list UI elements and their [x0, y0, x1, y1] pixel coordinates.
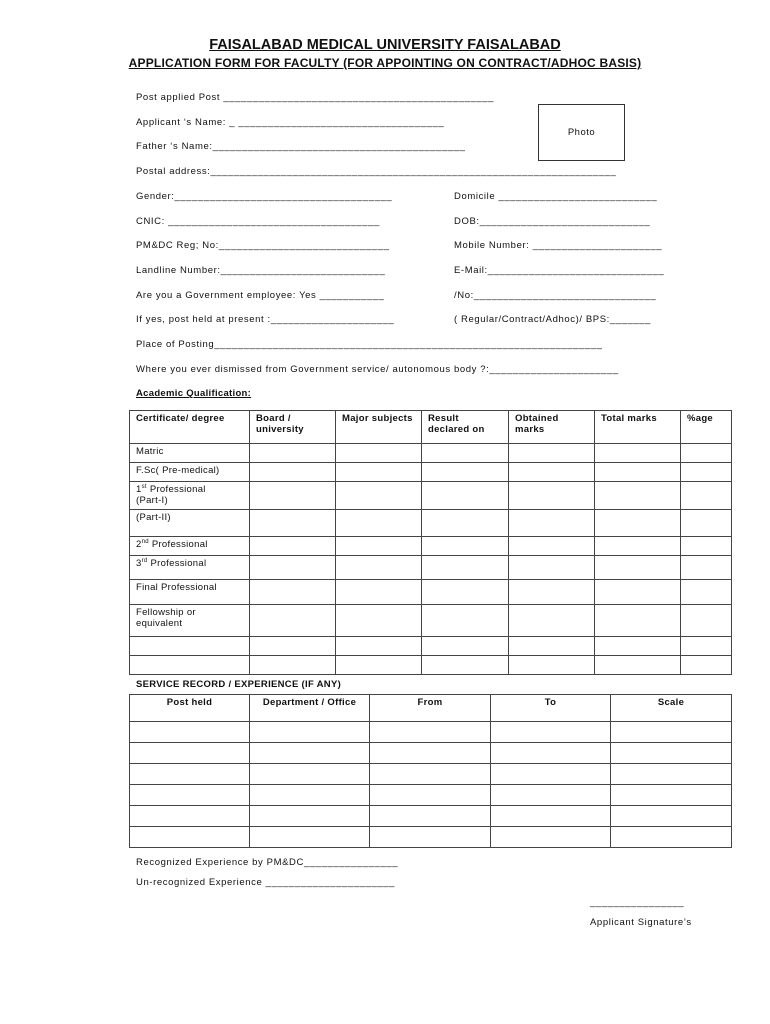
cell[interactable]: [611, 743, 732, 764]
row-label: [130, 482, 250, 510]
academic-table: [129, 410, 732, 675]
post-applied-field[interactable]: Post applied Post ______________________________________________: [136, 92, 495, 103]
cell[interactable]: [491, 743, 611, 764]
col-from: From: [370, 695, 491, 722]
signature-label: Applicant Signature’s: [590, 917, 692, 928]
service-heading: SERVICE RECORD / EXPERIENCE (IF ANY): [136, 679, 342, 690]
cell[interactable]: [595, 556, 681, 580]
cell[interactable]: [422, 556, 509, 580]
cell[interactable]: [370, 764, 491, 785]
table-row: [130, 827, 732, 848]
col-board: Board / university: [250, 411, 336, 444]
table-row: [130, 580, 732, 605]
cell[interactable]: [130, 743, 250, 764]
ordinal-suffix: nd: [141, 538, 149, 545]
row-label: [130, 537, 250, 556]
cell[interactable]: [595, 510, 681, 537]
cell[interactable]: [250, 764, 370, 785]
ordinal: 2: [136, 539, 142, 550]
cell[interactable]: [611, 764, 732, 785]
cell[interactable]: [250, 722, 370, 743]
cell[interactable]: [250, 444, 336, 463]
cell[interactable]: [595, 656, 681, 675]
cnic-field[interactable]: CNIC: ____________________________________: [136, 216, 380, 227]
cell[interactable]: [509, 556, 595, 580]
dob-field[interactable]: DOB:_____________________________: [454, 216, 651, 227]
cell[interactable]: [336, 637, 422, 656]
cell[interactable]: [370, 806, 491, 827]
col-result: Result declared on: [422, 411, 509, 444]
cell[interactable]: [422, 482, 509, 510]
cell[interactable]: [509, 605, 595, 637]
cell[interactable]: [491, 764, 611, 785]
cell[interactable]: [336, 556, 422, 580]
table-row: [130, 785, 732, 806]
cell[interactable]: [336, 605, 422, 637]
table-row: [130, 605, 732, 637]
cell[interactable]: [595, 482, 681, 510]
cell[interactable]: [250, 556, 336, 580]
cell[interactable]: [370, 722, 491, 743]
row-label[interactable]: [130, 656, 250, 675]
post-held-field[interactable]: If yes, post held at present :_____________________: [136, 314, 395, 325]
col-scale: Scale: [611, 695, 732, 722]
cell[interactable]: [681, 605, 732, 637]
cell[interactable]: [681, 580, 732, 605]
photo-box[interactable]: [538, 104, 625, 161]
cell[interactable]: [681, 656, 732, 675]
table-row: [130, 637, 732, 656]
table-row: [130, 806, 732, 827]
cell[interactable]: [250, 537, 336, 556]
cell[interactable]: [611, 806, 732, 827]
table-row: [130, 463, 732, 482]
cell[interactable]: [491, 785, 611, 806]
cell[interactable]: [250, 656, 336, 675]
cell[interactable]: [250, 637, 336, 656]
row-label-part: (Part-I): [136, 495, 168, 506]
cell[interactable]: [336, 656, 422, 675]
cell[interactable]: [336, 580, 422, 605]
applicant-name-field[interactable]: Applicant ‘s Name: _ ___________________________________: [136, 117, 445, 128]
service-table: [129, 694, 732, 848]
cell[interactable]: [611, 827, 732, 848]
cell[interactable]: [130, 764, 250, 785]
form-title: APPLICATION FORM FOR FACULTY (FOR APPOINTING ON CONTRACT/ADHOC BASIS): [128, 56, 642, 70]
ordinal: 3: [136, 558, 142, 569]
academic-header-row: [130, 411, 732, 444]
cell[interactable]: [130, 806, 250, 827]
cell[interactable]: [491, 722, 611, 743]
cell[interactable]: [336, 463, 422, 482]
cell[interactable]: [370, 827, 491, 848]
govt-employee-field[interactable]: Are you a Government employee: Yes ___________: [136, 290, 385, 301]
row-label: F.Sc( Pre-medical): [130, 463, 250, 482]
ordinal-suffix: rd: [141, 557, 148, 564]
ordinal-suffix: st: [141, 483, 147, 490]
cell[interactable]: [595, 537, 681, 556]
cell[interactable]: [250, 463, 336, 482]
domicile-field[interactable]: Domicile ___________________________: [454, 191, 658, 202]
dismissed-field[interactable]: Where you ever dismissed from Government service/ autonomous body ?:______________________: [136, 364, 619, 375]
cell[interactable]: [130, 785, 250, 806]
cell[interactable]: [370, 743, 491, 764]
post-type-field[interactable]: ( Regular/Contract/Adhoc)/ BPS:_______: [454, 314, 652, 325]
cell[interactable]: [336, 537, 422, 556]
cell[interactable]: [250, 785, 370, 806]
table-row: [130, 656, 732, 675]
row-label-text: Professional: [150, 558, 207, 569]
cell[interactable]: [422, 605, 509, 637]
row-label: Fellowship or equivalent: [130, 605, 250, 637]
col-percentage: %age: [681, 411, 732, 444]
col-certificate: Certificate/ degree: [130, 411, 250, 444]
cell[interactable]: [422, 656, 509, 675]
col-major: Major subjects: [336, 411, 422, 444]
table-row: [130, 743, 732, 764]
table-row: [130, 556, 732, 580]
cell[interactable]: [595, 637, 681, 656]
row-label: (Part-II): [130, 510, 250, 537]
ordinal: 1: [136, 484, 142, 495]
table-row: [130, 444, 732, 463]
cell[interactable]: [681, 463, 732, 482]
cell[interactable]: [491, 827, 611, 848]
cell[interactable]: [370, 785, 491, 806]
cell[interactable]: [509, 482, 595, 510]
place-posting-field[interactable]: Place of Posting__________________________________________________________________: [136, 339, 603, 350]
cell[interactable]: [250, 605, 336, 637]
cell[interactable]: [509, 444, 595, 463]
row-label-text: Professional: [149, 484, 206, 495]
cell[interactable]: [422, 580, 509, 605]
cell[interactable]: [681, 482, 732, 510]
cell[interactable]: [595, 605, 681, 637]
row-label: Final Professional: [130, 580, 250, 605]
col-department: Department / Office: [250, 695, 370, 722]
table-row: [130, 482, 732, 510]
cell[interactable]: [681, 537, 732, 556]
cell[interactable]: [681, 510, 732, 537]
cell[interactable]: [595, 463, 681, 482]
cell[interactable]: [681, 637, 732, 656]
cell[interactable]: [422, 510, 509, 537]
cell[interactable]: [250, 510, 336, 537]
cell[interactable]: [422, 637, 509, 656]
pmdc-field[interactable]: PM&DC Reg; No:_____________________________: [136, 240, 390, 251]
academic-heading: Academic Qualification:: [136, 388, 252, 399]
row-label: Matric: [130, 444, 250, 463]
service-header-row: [130, 695, 732, 722]
cell[interactable]: [509, 510, 595, 537]
table-row: [130, 537, 732, 556]
recognized-experience-field[interactable]: Recognized Experience by PM&DC________________: [136, 857, 399, 868]
cell[interactable]: [509, 637, 595, 656]
signature-line[interactable]: ________________: [590, 897, 685, 908]
cell[interactable]: [422, 444, 509, 463]
col-obtained: Obtained marks: [509, 411, 595, 444]
col-total: Total marks: [595, 411, 681, 444]
cell[interactable]: [509, 537, 595, 556]
postal-address-field[interactable]: Postal address:_____________________________________________________________________: [136, 166, 617, 177]
row-label[interactable]: [130, 637, 250, 656]
cell[interactable]: [681, 556, 732, 580]
cell[interactable]: [336, 444, 422, 463]
row-label: [130, 556, 250, 580]
cell[interactable]: [681, 444, 732, 463]
cell[interactable]: [611, 722, 732, 743]
cell[interactable]: [250, 743, 370, 764]
table-row: [130, 764, 732, 785]
cell[interactable]: [250, 827, 370, 848]
cell[interactable]: [422, 463, 509, 482]
table-row: [130, 510, 732, 537]
landline-field[interactable]: Landline Number:____________________________: [136, 265, 386, 276]
cell[interactable]: [336, 482, 422, 510]
gender-field[interactable]: Gender:_____________________________________: [136, 191, 393, 202]
cell[interactable]: [422, 537, 509, 556]
university-title: FAISALABAD MEDICAL UNIVERSITY FAISALABAD: [209, 37, 561, 53]
cell[interactable]: [509, 463, 595, 482]
cell[interactable]: [130, 722, 250, 743]
cell[interactable]: [509, 580, 595, 605]
table-row: [130, 722, 732, 743]
father-name-field[interactable]: Father ‘s Name:___________________________________________: [136, 141, 466, 152]
mobile-field[interactable]: Mobile Number: ______________________: [454, 240, 663, 251]
row-label-text: Professional: [151, 539, 208, 550]
govt-no-field[interactable]: /No:_______________________________: [454, 290, 657, 301]
cell[interactable]: [611, 785, 732, 806]
cell[interactable]: [595, 580, 681, 605]
cell[interactable]: [250, 482, 336, 510]
col-post-held: Post held: [130, 695, 250, 722]
cell[interactable]: [491, 806, 611, 827]
cell[interactable]: [595, 444, 681, 463]
unrecognized-experience-field[interactable]: Un-recognized Experience ______________________: [136, 877, 396, 888]
cell[interactable]: [509, 656, 595, 675]
col-to: To: [491, 695, 611, 722]
cell[interactable]: [336, 510, 422, 537]
email-field[interactable]: E-Mail:______________________________: [454, 265, 665, 276]
cell[interactable]: [130, 827, 250, 848]
photo-label: Photo: [567, 127, 596, 138]
cell[interactable]: [250, 580, 336, 605]
cell[interactable]: [250, 806, 370, 827]
